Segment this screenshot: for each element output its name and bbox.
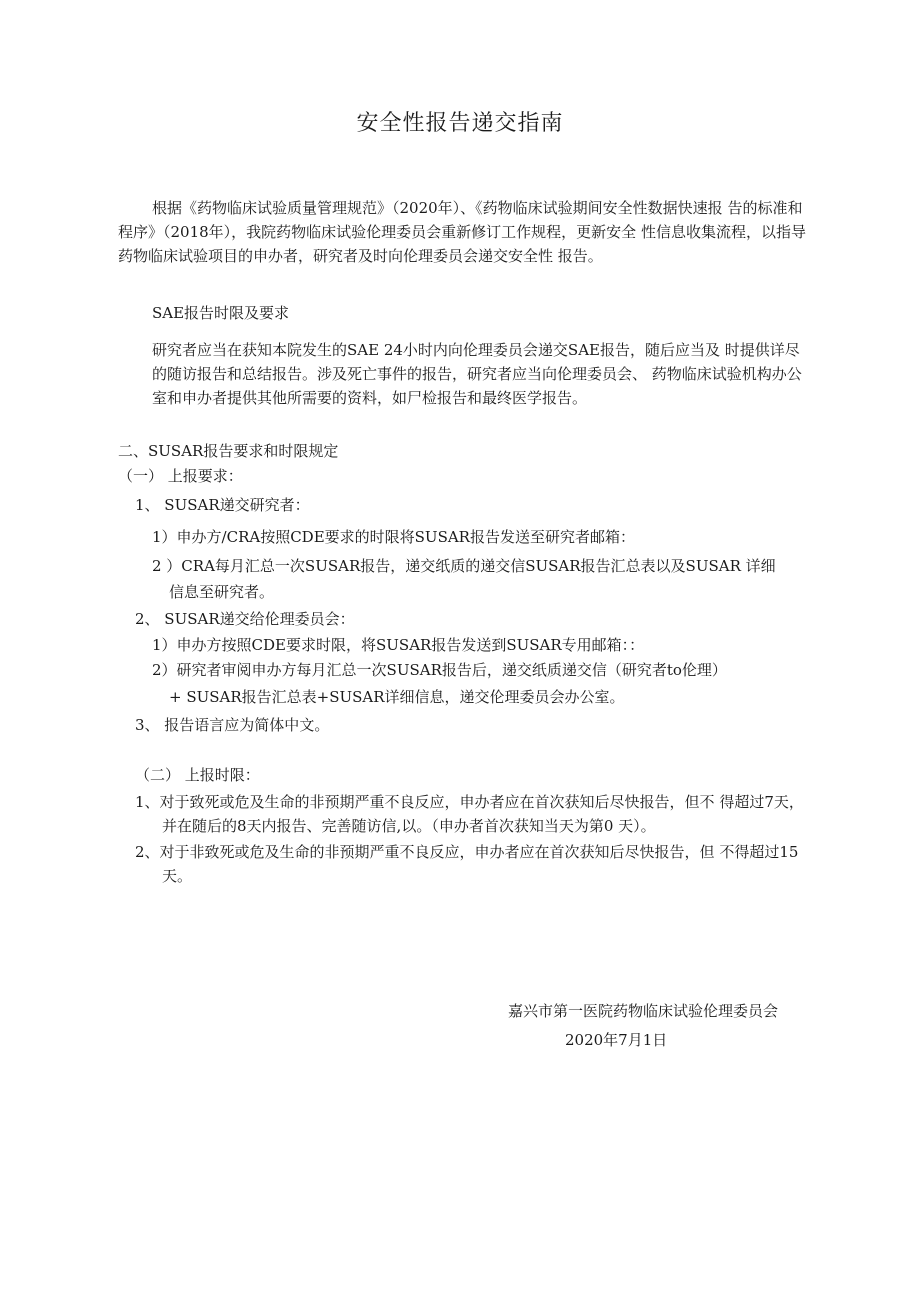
- signature-date: 2020年7月1日: [565, 1031, 668, 1049]
- document-title: 安全性报告递交指南: [356, 111, 564, 136]
- intro-paragraph: 根据《药物临床试验质量管理规范》（2020年）、《药物临床试验期间安全性数据快速报 告的标准和程序》（2018年），我院药物临床试验伦理委员会重新修订工作规程，更新安全 性信息收集流程，以指导药物临床试验项目的申办者，研究者及时向伦理委员会递交安全性 报告。: [118, 199, 806, 265]
- susar-item-2-2-cont: + SUSAR报告汇总表+SUSAR详细信息，递交伦理委员会办公室。: [169, 688, 625, 706]
- susar-item-2-2: 2）研究者审阅申办方每月汇总一次SUSAR报告后，递交纸质递交信（研究者to伦理）: [152, 661, 727, 679]
- sae-heading: SAE报告时限及要求: [152, 304, 290, 322]
- susar-item-1-2: 2 ）CRA每月汇总一次SUSAR报告，递交纸质的递交信SUSAR报告汇总表以及SUSAR 详细: [152, 557, 776, 575]
- susar-item-2: 2、 SUSAR递交给伦理委员会：: [135, 610, 355, 628]
- deadline-item-2: 2、对于非致死或危及生命的非预期严重不良反应，申办者应在首次获知后尽快报告，但 不得超过15天。: [135, 843, 799, 885]
- sae-paragraph: 研究者应当在获知本院发生的SAE 24小时内向伦理委员会递交SAE报告，随后应当及 时提供详尽的随访报告和总结报告。涉及死亡事件的报告，研究者应当向伦理委员会、 药物临床试验机构办公室和申办者提供其他所需要的资料，如尸检报告和最终医学报告。: [152, 341, 802, 407]
- susar-item-2-1: 1）申办方按照CDE要求时限，将SUSAR报告发送到SUSAR专用邮箱：：: [152, 636, 645, 654]
- susar-item-1-2-cont: 信息至研究者。: [169, 583, 275, 601]
- susar-sub-requirements: （一） 上报要求：: [118, 467, 243, 485]
- susar-heading: 二、SUSAR报告要求和时限规定: [118, 442, 339, 460]
- deadline-item-1: 1、对于致死或危及生命的非预期严重不良反应，申办者应在首次获知后尽快报告，但不 得超过7天，并在随后的8天内报告、完善随访信,以。（申办者首次获知当天为第0 天）。: [135, 793, 804, 835]
- susar-item-1: 1、 SUSAR递交研究者：: [135, 496, 310, 514]
- susar-item-1-1: 1）申办方/CRA按照CDE要求的时限将SUSAR报告发送至研究者邮箱：: [152, 528, 635, 546]
- signature-organization: 嘉兴市第一医院药物临床试验伦理委员会: [508, 1002, 779, 1020]
- susar-sub-deadlines: （二） 上报时限：: [135, 766, 260, 784]
- susar-item-3: 3、 报告语言应为简体中文。: [135, 716, 330, 734]
